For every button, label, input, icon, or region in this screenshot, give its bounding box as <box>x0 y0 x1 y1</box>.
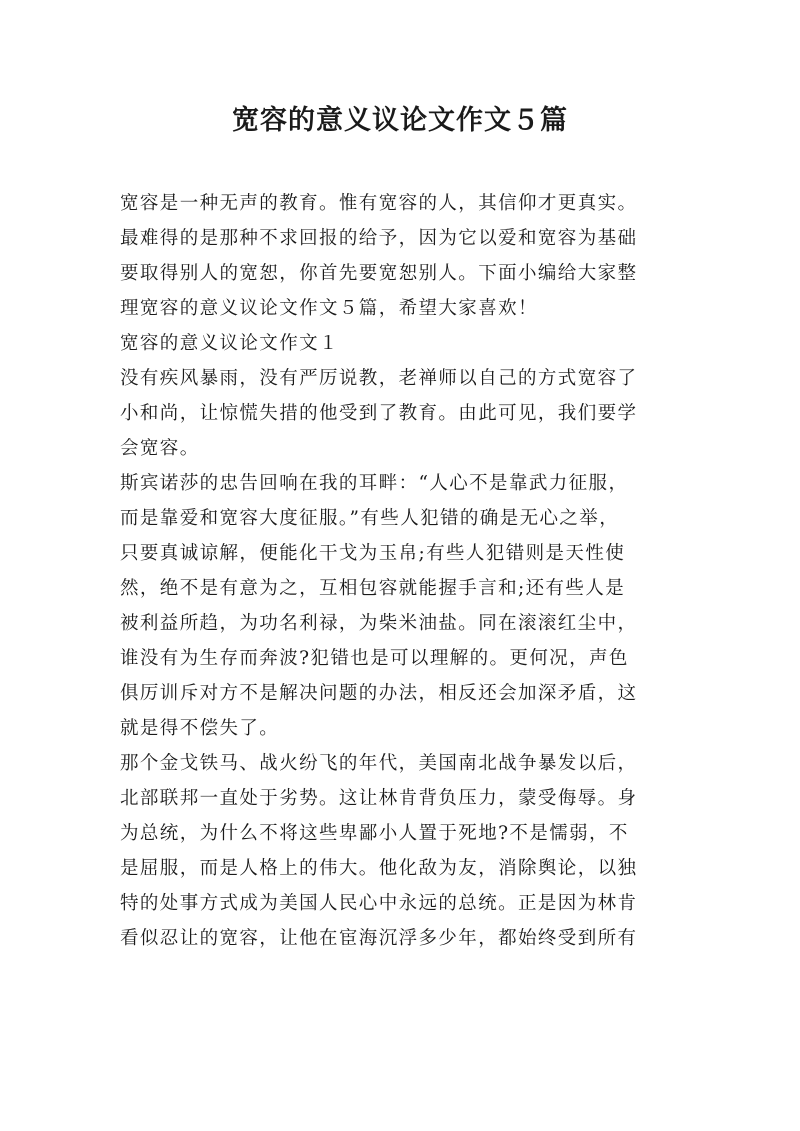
body-line: 北部联邦一直处于劣势。这让林肯背负压力，蒙受侮辱。身 <box>120 788 638 809</box>
body-line: 然，绝不是有意为之，互相包容就能握手言和;还有些人是 <box>120 578 626 599</box>
body-line: 小和尚，让惊慌失措的他受到了教育。由此可见，我们要学 <box>120 403 638 424</box>
document-title: 宽容的意义议论文作文５篇 <box>232 105 568 136</box>
body-line: 而是靠爱和宽容大度征服。”有些人犯错的确是无心之举， <box>120 508 620 529</box>
body-line: 会宽容。 <box>120 438 200 459</box>
document-body <box>120 186 700 956</box>
body-line: 斯宾诺莎的忠告回响在我的耳畔：“人心不是靠武力征服， <box>120 473 629 494</box>
body-line: 只要真诚谅解，便能化干戈为玉帛;有些人犯错则是天性使 <box>120 543 626 564</box>
body-line: 理宽容的意义议论文作文５篇，希望大家喜欢！ <box>120 298 538 319</box>
body-line: 没有疾风暴雨，没有严厉说教，老禅师以自己的方式宽容了 <box>120 368 638 389</box>
body-line: 是屈服，而是人格上的伟大。他化敌为友，消除舆论，以独 <box>120 858 638 879</box>
body-line: 被利益所趋，为功名利禄，为柴米油盐。同在滚滚红尘中， <box>120 613 638 634</box>
body-line: 要取得别人的宽恕，你首先要宽恕别人。下面小编给大家整 <box>120 263 638 284</box>
body-line: 那个金戈铁马、战火纷飞的年代，美国南北战争暴发以后， <box>120 753 638 774</box>
body-line: 宽容的意义议论文作文１ <box>120 333 339 354</box>
body-line: 特的处事方式成为美国人民心中永远的总统。正是因为林肯 <box>120 893 638 914</box>
body-line: 为总统，为什么不将这些卑鄙小人置于死地?不是懦弱，不 <box>120 823 629 844</box>
body-line: 就是得不偿失了。 <box>120 718 280 739</box>
body-line: 最难得的是那种不求回报的给予，因为它以爱和宽容为基础 <box>120 228 638 249</box>
body-line: 看似忍让的宽容，让他在宦海沉浮多少年，都始终受到所有 <box>120 928 638 949</box>
body-line: 俱厉训斥对方不是解决问题的办法，相反还会加深矛盾，这 <box>120 683 638 704</box>
body-line: 宽容是一种无声的教育。惟有宽容的人，其信仰才更真实。 <box>120 193 638 214</box>
body-line: 谁没有为生存而奔波?犯错也是可以理解的。更何况，声色 <box>120 648 629 669</box>
